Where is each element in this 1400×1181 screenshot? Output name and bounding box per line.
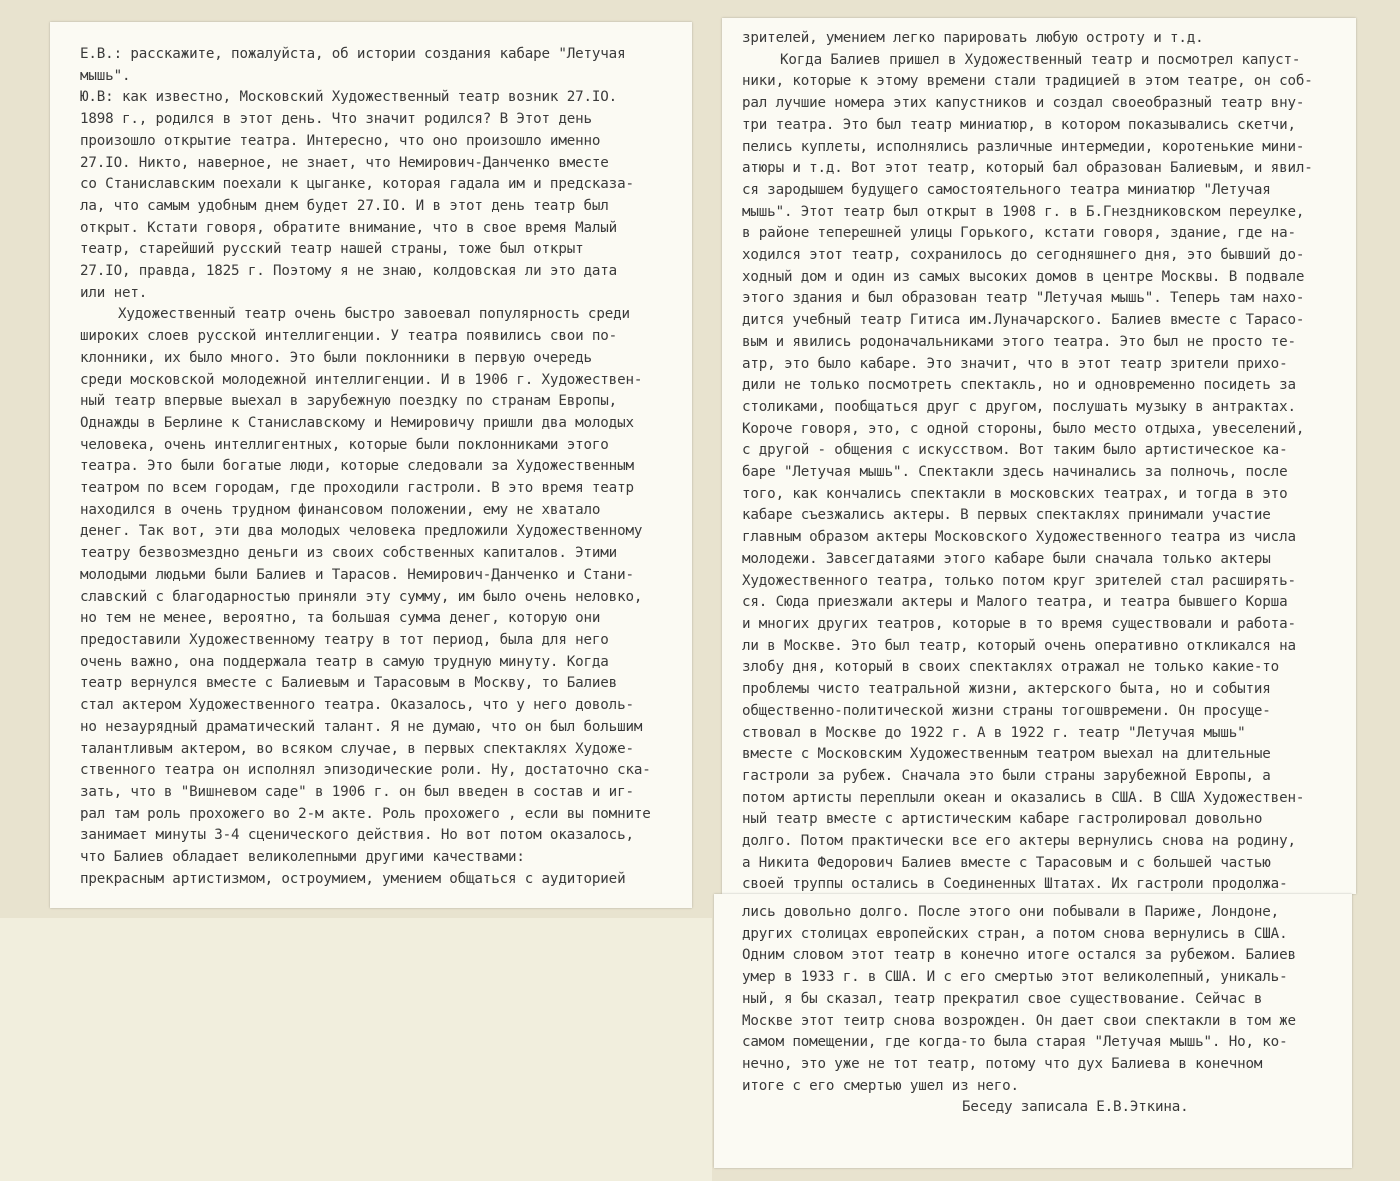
text-line: молодыми людьми были Балиев и Тарасов. Немирович-Данченко и Стани- — [80, 566, 634, 583]
text-line: общественно-политической жизни страны тогошвремени. Он просуще- — [742, 702, 1271, 719]
text-line: ходный дом и один из самых высоких домов в центре Москвы. В подвале — [742, 268, 1305, 285]
text-line: предоставили Художественному театру в тот период, была для него — [80, 631, 609, 648]
text-line: потом артисты переплыли океан и оказались в США. В США Художествен- — [742, 789, 1305, 806]
text-line: открыт. Кстати говоря, обратите внимание, что в свое время Малый — [80, 219, 618, 236]
background-strip — [0, 918, 712, 1181]
text-line: прекрасным артистизмом, остроумием, умением общаться с аудиторией — [80, 870, 626, 887]
text-line: ственного театра он исполнял эпизодические роли. Ну, достаточно ска- — [80, 762, 651, 779]
text-line: театром по всем городам, где проходили гастроли. В это время театр — [80, 480, 634, 497]
text-line: со Станиславским поехали к цыганке, которая гадала им и предсказа- — [80, 176, 634, 193]
text-line: широких слоев русской интеллигенции. У театра появились свои по- — [80, 328, 618, 345]
text-line: мышь". — [80, 67, 131, 84]
text-line: занимает минуты 3-4 сценического действия. Но вот потом оказалось, — [80, 827, 634, 844]
text-line: ходился этот театр, сохранилось до сегодняшнего дня, это бывший до- — [742, 247, 1305, 264]
text-line: Ю.В: как известно, Московский Художественный театр возник 27.IO. — [80, 89, 618, 106]
text-line: ли в Москве. Это был театр, который очень оперативно откликался на — [742, 637, 1296, 654]
text-line: ся зародышем будущего самостоятельного театра миниатюр "Летучая — [742, 181, 1271, 198]
text-line: атр, это было кабаре. Это значит, что в этот театр зрители прихо- — [742, 355, 1288, 372]
text-line: кабаре съезжались актеры. В первых спектаклях принимали участие — [742, 507, 1271, 524]
text-line: и многих других театров, которые в то время существовали и работа- — [742, 615, 1296, 632]
text-line: ный, я бы сказал, театр прекратил свое существование. Сейчас в — [742, 990, 1263, 1007]
text-line: ный театр впервые выехал в зарубежную поездку по странам Европы, — [80, 393, 618, 410]
text-line: проблемы чисто театральной жизни, актерского быта, но и события — [742, 681, 1271, 698]
text-line: театра. Это были богатые люди, которые следовали за Художественным — [80, 458, 634, 475]
text-line: славский с благодарностью приняли эту сумму, им было очень неловко, — [80, 588, 643, 605]
text-line: талантливым актером, во всяком случае, в первых спектаклях Художе- — [80, 740, 634, 757]
text-line: молодежи. Завсегдатаями этого кабаре были сначала только актеры — [742, 550, 1271, 567]
text-line: Е.В.: расскажите, пожалуйста, об истории создания кабаре "Летучая — [80, 46, 626, 62]
text-line: этого здания и был образован театр "Летучая мышь". Теперь там нахо- — [742, 290, 1305, 307]
text-line: своей труппы остались в Соединенных Штатах. Их гастроли продолжа- — [742, 876, 1288, 893]
text-line: дили не только посмотреть спектакль, но и одновременно посидеть за — [742, 377, 1296, 394]
text-line: лись довольно долго. После этого они побывали в Париже, Лондоне, — [742, 904, 1280, 920]
text-line: мышь". Этот театр был открыт в 1908 г. в Б.Гнездниковском переулке, — [742, 203, 1305, 220]
left-typewritten-page — [50, 22, 692, 908]
text-line: Художественного театра, только потом круг зрителей стал расширять- — [742, 572, 1296, 589]
text-line: среди московской молодежной интеллигенции. И в 1906 г. Художествен- — [80, 371, 643, 388]
text-line: зрителей, умением легко парировать любую остроту и т.д. — [742, 30, 1204, 46]
text-line: вместе с Московским Художественным театром выехал на длительные — [742, 746, 1271, 763]
text-line: три театра. Это был театр миниатюр, в котором показывались скетчи, — [742, 116, 1296, 133]
text-line: с другой - общения с искусством. Вот таким было артистическое ка- — [742, 442, 1288, 459]
right-page-top-text — [742, 28, 1348, 896]
text-line: дится учебный театр Гитиса им.Луначарского. Балиев вместе с Тарасо- — [742, 312, 1305, 329]
text-line: умер в 1933 г. в США. И с его смертью этот великолепный, уникаль- — [742, 969, 1288, 986]
right-typewritten-page-top — [722, 18, 1356, 894]
text-line: Однажды в Берлине к Станиславскому и Немировичу пришли два молодых — [80, 414, 634, 431]
text-line: рал лучшие номера этих капустников и создал своеобразный театр вну- — [742, 95, 1305, 112]
text-line: театр вернулся вместе с Балиевым и Тарасовым в Москву, то Балиев — [80, 675, 618, 692]
text-line: зать, что в "Вишневом саде" в 1906 г. он был введен в состав и иг- — [80, 783, 634, 800]
text-line: Художественный театр очень быстро завоевал популярность среди — [118, 306, 630, 323]
right-typewritten-page-bottom — [714, 894, 1352, 1168]
text-line: ный театр вместе с артистическим кабаре гастролировал довольно — [742, 811, 1263, 828]
text-line: 27.IO, правда, 1825 г. Поэтому я не знаю, колдовская ли это дата — [80, 263, 618, 280]
text-line: того, как кончались спектакли в московских театрах, и тогда в это — [742, 485, 1288, 502]
text-line: очень важно, она поддержала театр в самую трудную минуту. Когда — [80, 653, 609, 670]
text-line: главным образом актеры Московского Художественного театра из числа — [742, 529, 1296, 546]
text-line: вым и явились родоначальниками этого театра. Это был не просто те- — [742, 333, 1296, 350]
text-line: ся. Сюда приезжали актеры и Малого театра, и театра бывшего Корша — [742, 594, 1288, 611]
text-line: столиками, пообщаться друг с другом, послушать музыку в антрактах. — [742, 398, 1296, 415]
text-line: стал актером Художественного театра. Оказалось, что у него доволь- — [80, 697, 634, 714]
text-line: 27.IO. Никто, наверное, не знает, что Немирович-Данченко вместе — [80, 154, 609, 171]
text-line: самом помещении, где когда-то была старая "Летучая мышь". Но, ко- — [742, 1034, 1288, 1051]
text-line: Москве этот теитр снова возрожден. Он дает свои спектакли в том же — [742, 1012, 1296, 1029]
text-line: рал там роль прохожего во 2-м акте. Роль прохожего , если вы помните — [80, 805, 651, 822]
text-line: ники, которые к этому времени стали традицией в этом театре, он соб- — [742, 73, 1313, 90]
text-line: злобу дня, который в своих спектаклях отражал не только какие-то — [742, 659, 1280, 676]
text-line: в районе теперешней улицы Горького, кстати говоря, здание, где на- — [742, 225, 1296, 242]
text-line: находился в очень трудном финансовом положении, ему не хватало — [80, 501, 601, 518]
text-line: гастроли за рубеж. Сначала это были страны зарубежной Европы, а — [742, 767, 1271, 784]
text-line: театр, старейший русский театр нашей страны, тоже был открыт — [80, 241, 584, 258]
text-line: Короче говоря, это, с одной стороны, было место отдыха, увеселений, — [742, 420, 1305, 437]
text-line: Одним словом этот театр в конечно итоге остался за рубежом. Балиев — [742, 947, 1296, 964]
text-line: долго. Потом практически все его актеры вернулись снова на родину, — [742, 833, 1296, 850]
left-page-text — [80, 44, 682, 890]
text-line: итоге с его смертью ушел из него. — [742, 1077, 1019, 1094]
text-line: других столицах европейских стран, а потом снова вернулись в США. — [742, 925, 1288, 942]
text-line: что Балиев обладает великолепными другими качествами: — [80, 849, 525, 866]
text-line: театру безвозмездно деньги из своих собственных капиталов. Этими — [80, 545, 618, 562]
text-line: нечно, это уже не тот театр, потому что дух Балиева в конечном — [742, 1055, 1263, 1072]
text-line: но незаурядный драматический талант. Я не думаю, что он был большим — [80, 718, 643, 735]
right-page-bottom-text — [742, 902, 1340, 1097]
text-line: или нет. — [80, 284, 148, 301]
text-line: ла, что самым удобным днем будет 27.IO. И в этот день театр был — [80, 197, 609, 214]
text-line: а Никита Федорович Балиев вместе с Тарасовым и с большей частью — [742, 854, 1271, 871]
text-line: денег. Так вот, эти два молодых человека предложили Художественному — [80, 523, 643, 540]
interview-signature: Беседу записала Е.В.Эткина. — [962, 1099, 1189, 1116]
text-line: произошло открытие театра. Интересно, что оно произошло именно — [80, 132, 601, 149]
text-line: Когда Балиев пришел в Художественный театр и посмотрел капуст- — [780, 51, 1301, 68]
text-line: 1898 г., родился в этот день. Что значит родился? В Этот день — [80, 111, 592, 128]
text-line: баре "Летучая мышь". Спектакли здесь начинались за полночь, после — [742, 464, 1288, 481]
text-line: ствовал в Москве до 1922 г. А в 1922 г. театр "Летучая мышь" — [742, 724, 1246, 741]
text-line: человека, очень интеллигентных, которые были поклонниками этого — [80, 436, 609, 453]
text-line: клонники, их было много. Это были поклонники в первую очередь — [80, 349, 592, 366]
text-line: пелись куплеты, исполнялись различные интермедии, коротенькие мини- — [742, 138, 1305, 155]
text-line: но тем не менее, вероятно, та большая сумма денег, которую они — [80, 610, 601, 627]
text-line: атюры и т.д. Вот этот театр, который бал образован Балиевым, и явил- — [742, 160, 1313, 177]
